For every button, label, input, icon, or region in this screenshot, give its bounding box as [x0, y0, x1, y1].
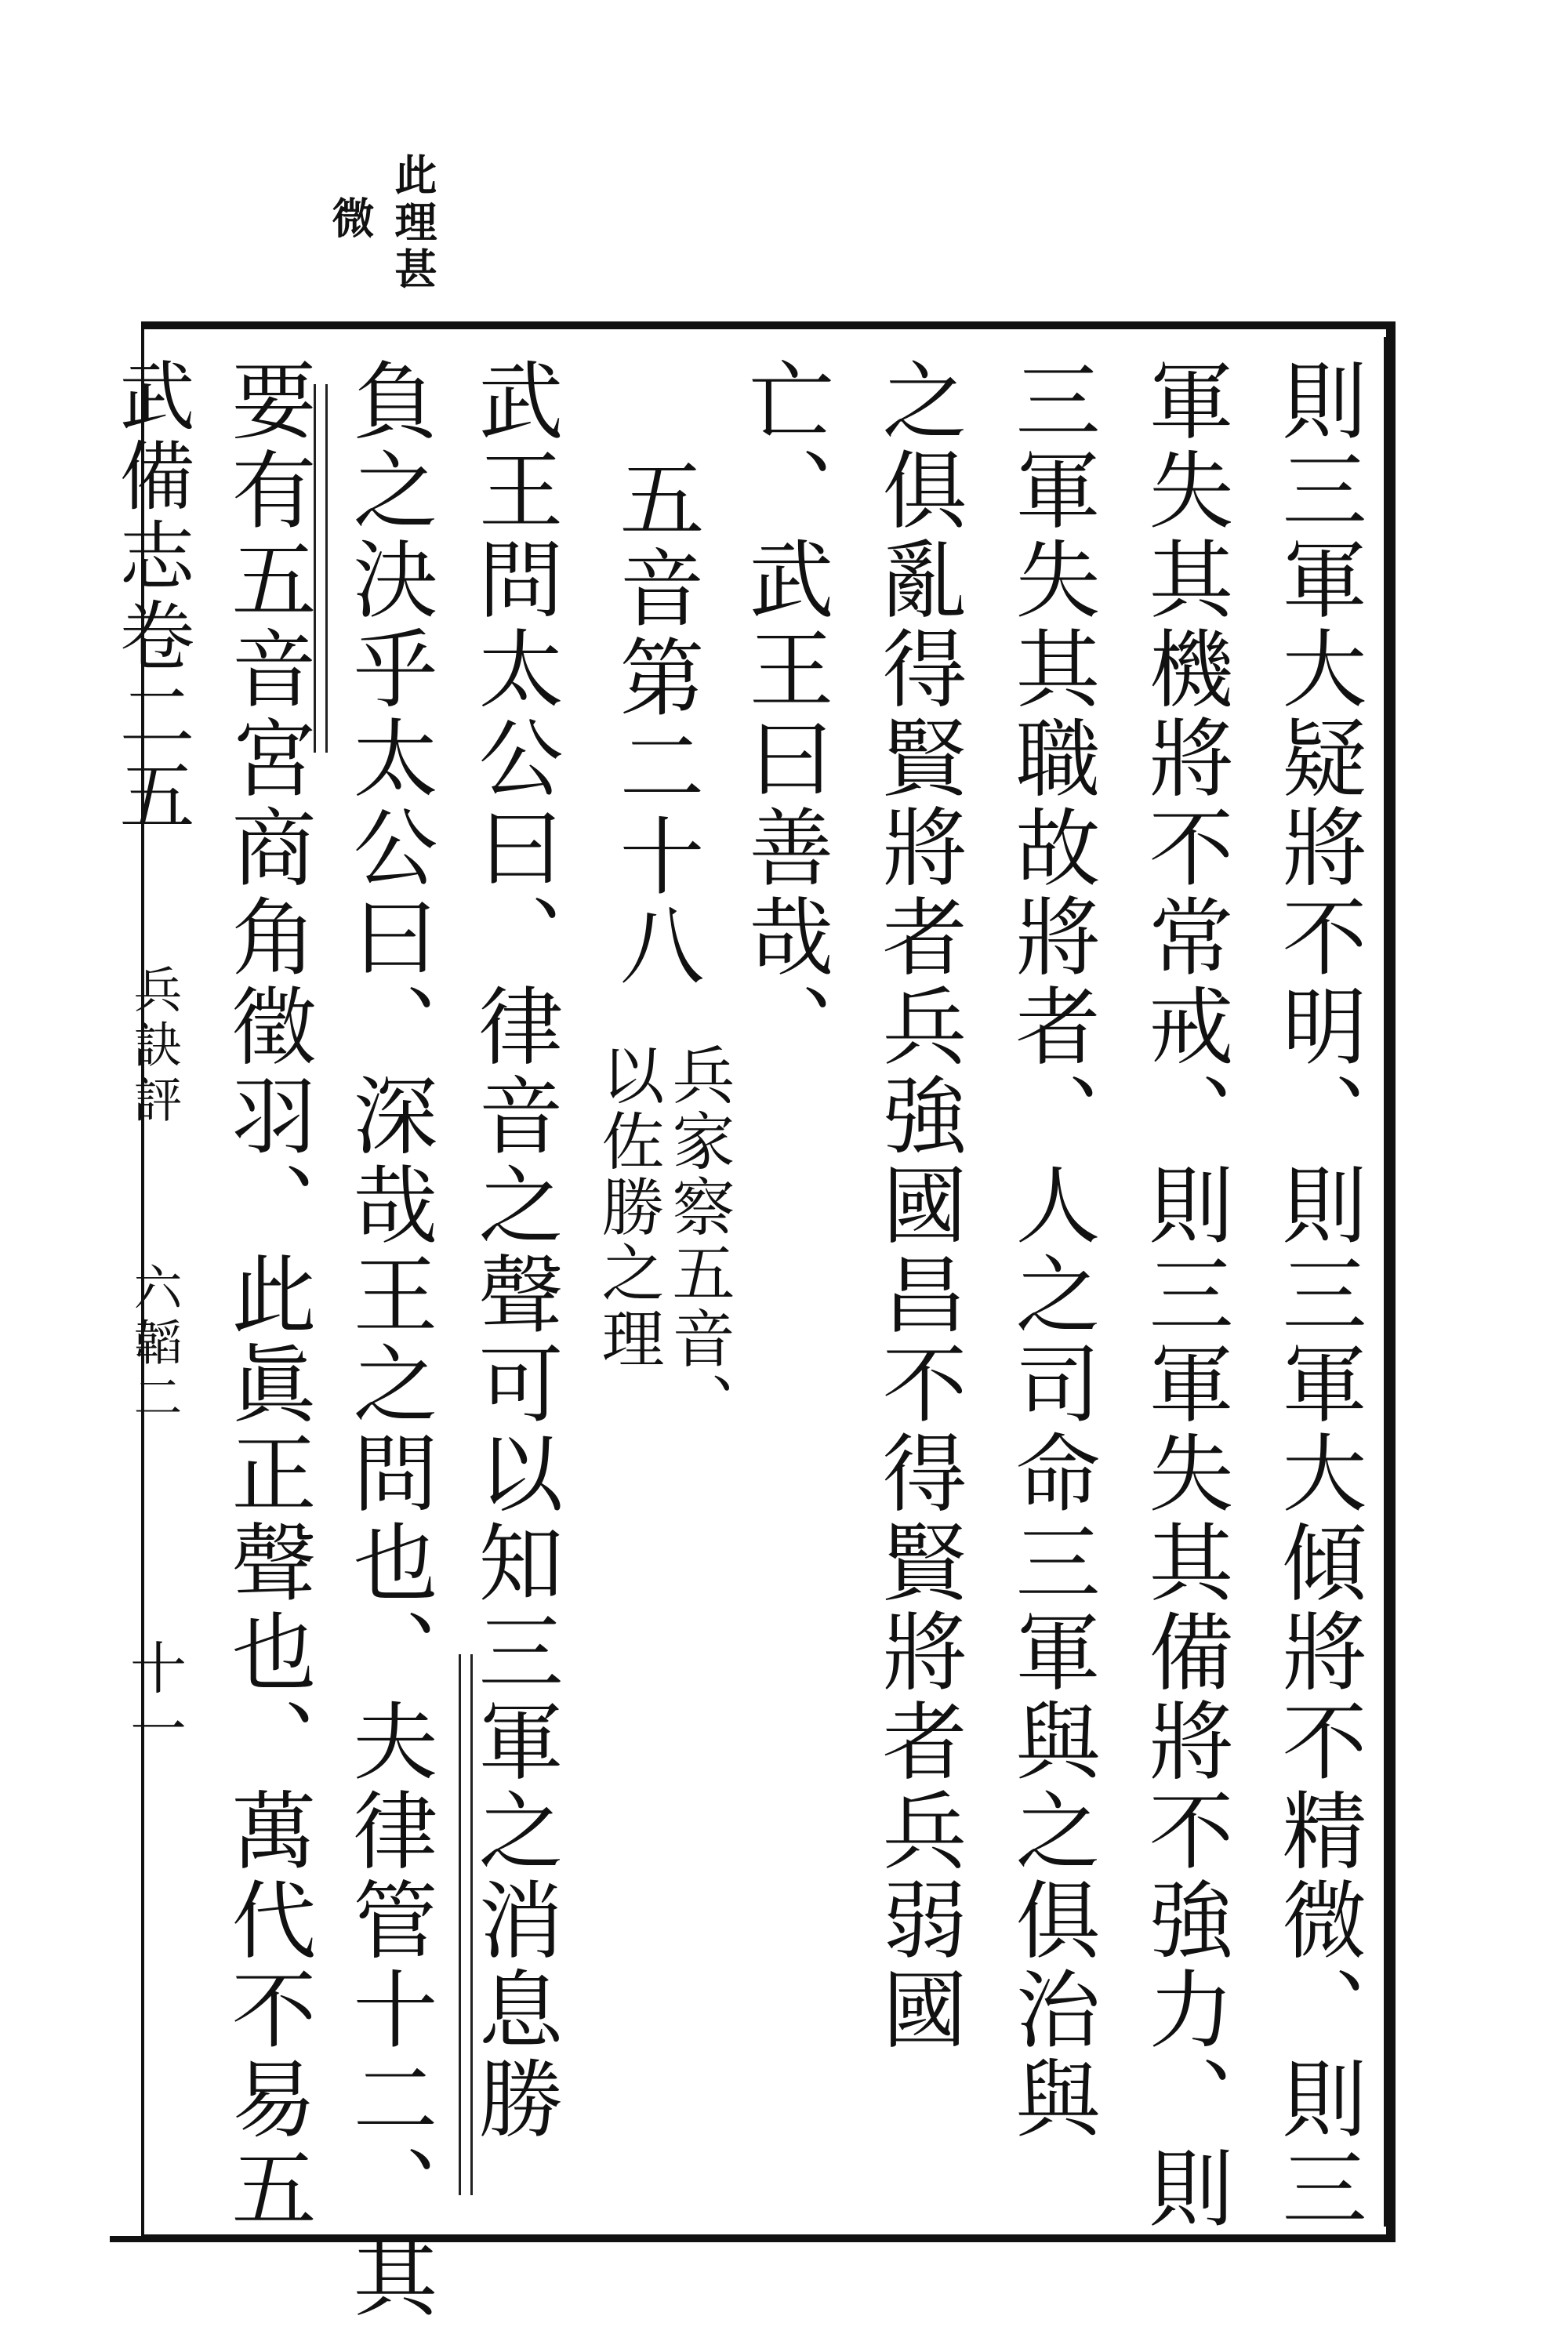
- marginal-note-line-2: 微: [325, 196, 376, 238]
- text-column-2: 軍失其機將不常戒、則三軍失其備將不強力、則: [1134, 357, 1232, 2234]
- frame-corner-mark: [110, 2236, 141, 2242]
- book-title: 武備志卷二五: [107, 357, 195, 837]
- page-number: 十一: [121, 1639, 187, 1761]
- text-column-3: 三軍失其職故將者、人之司命三軍與之俱治與: [1001, 357, 1099, 2144]
- interlinear-note-a: 兵家察五音、: [662, 1043, 735, 1438]
- emphasis-bracket: [314, 384, 328, 753]
- chapter-heading: 五音第二十八: [605, 455, 703, 991]
- text-column-1: 則三軍大疑將不明、則三軍大傾將不精微、則三: [1268, 357, 1366, 2234]
- text-column-7: 武王問太公曰、律音之聲可以知三軍之消息勝: [464, 357, 562, 2144]
- marginal-note-line-1: 此理甚: [388, 153, 438, 294]
- text-column-5: 亡、武王曰善哉、: [735, 357, 833, 1072]
- frame-inner-rule: [1384, 337, 1388, 2227]
- emphasis-bracket: [459, 1654, 473, 2195]
- chapter-label: 六韜二: [125, 1262, 183, 1427]
- text-column-4: 之俱亂得賢將者兵強國昌不得賢將者兵弱國: [868, 357, 966, 2055]
- interlinear-note-b: 以佐勝之理: [591, 1043, 664, 1372]
- section-label: 兵訣評: [125, 964, 183, 1129]
- text-column-8: 負之決乎太公曰、深哉王之問也、夫律管十二、其: [339, 357, 437, 2323]
- text-column-9: 要有五音宮商角徵羽、此眞正聲也、萬代不易五: [217, 357, 315, 2234]
